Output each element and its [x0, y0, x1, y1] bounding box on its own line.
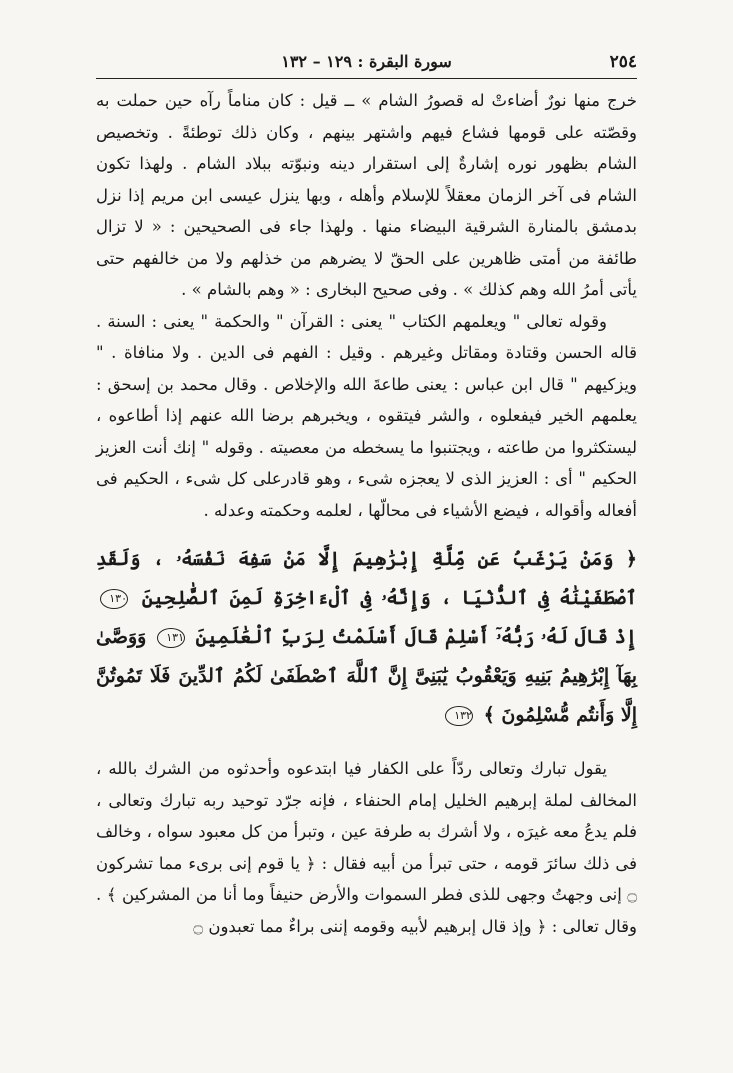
paragraph-tafsir: وقوله تعالى " ويعلمهم الكتاب " يعنى : القرآن " والحكمة " يعنى : السنة . قاله الحسن وقتادة ومقاتل وغيرهم . وقيل : الفهم فى الدين . ولا منافاة . " ويزكيهم " قال ابن عباس : يعنى طاعةَ الله والإخلاص . وقال محمد بن إسحق : يعلمهم الخير فيفعلوه ، والشر فيتقوه ، ويخبرهم برضا الله عنهم إذا أطاعوه ، ليستكثروا من طاعته ، ويجتنبوا ما يسخطه من معصيته . وقوله " إنك أنت العزيز الحكيم " أى : العزيز الذى لا يعجزه شىء ، وهو قادرعلى كل شىء ، الحكيم فى أفعاله وأقواله ، فيضع الأشياء فى محالّها ، لعلمه وحكمته وعدله . — [96, 311, 637, 520]
verse-number-132: ١٣٢ — [445, 706, 473, 726]
verse-close-bracket: ﴾ — [483, 704, 495, 726]
paragraph-sham: خرج منها نورٌ أضاءتْ له قصورُ الشام » ــ قيل : كان مناماً رآه حين حملت به وقصّته على قومها فشاع فيهم واشتهر بينهم ، وكان ذلك توطئةً . وتخصيص الشام بظهور نوره إشارةٌ إلى استقرار دينه ونبوّته ببلاد الشام . ولهذا تكون الشام فى آخر الزمان معقلاً للإسلام وأهله ، وبها ينزل عيسى ابن مريم إذا نزل بدمشق بالمنارة الشرقية البيضاء منها . ولهذا جاء فى الصحيحين : « لا تزال طائفة من أمتى ظاهرين على الحقّ لا يضرهم من خذلهم ولا من خالفهم حتى يأتى أمرُ الله وهم كذلك » . وفى صحيح البخارى : « وهم بالشام » . — [96, 91, 637, 299]
quran-verse-block — [96, 540, 637, 735]
verse-text-131: إِذْ قَالَ لَهُۥ رَبُّهُۥٓ أَسْلِمْ قَالَ أَسْلَمْتُ لِرَبِّ ٱلْعَٰلَمِينَ — [195, 626, 637, 648]
verse-text-130: وَمَنْ يَرْغَبُ عَن مِّلَّةِ إِبْرَٰهِيمَ إِلَّا مَنْ سَفِهَ نَفْسَهُۥ ، وَلَقَدِ ٱصْطَفَيْنَٰهُ فِى ٱلدُّنْيَا ، وَإِنَّهُۥ فِى ٱلْءَاخِرَةِ لَمِنَ ٱلصَّٰلِحِينَ — [96, 548, 637, 609]
paragraph-commentary: يقول تبارك وتعالى ردّاً على الكفار فيا ابتدعوه وأحدثوه من الشرك بالله ، المخالف لملة إبرهيم الخليل إمام الحنفاء ، فإنه جرّد توحيد ربه تبارك وتعالى ، فلم يدعُ معه غيرَه ، ولا أشرك به طرفة عين ، وتبرأ من كل معبود سواه ، وخالف فى ذلك سائرَ قومه ، حتى تبرأ من أبيه فقال : ﴿ يا قوم إنى برىء مما تشركون ۝ إنى وجهتُ وجهى للذى فطر السموات والأرض حنيفاً وما أنا من المشركين ﴾ . وقال تعالى : ﴿ وإذ قال إبرهيم لأبيه وقومه إننى براءٌ مما تعبدون ۝ — [96, 759, 638, 936]
page-number: ٢٥٤ — [609, 52, 637, 72]
running-title: سورة البقرة : ١٢٩ – ١٣٢ — [281, 52, 452, 71]
page-header — [96, 44, 637, 74]
header-rule — [96, 78, 637, 79]
verse-text-132: وَوَصَّىٰ بِهَآ إِبْرَٰهِيمُ بَنِيهِ وَيَعْقُوبُ يَٰبَنِىَّ إِنَّ ٱللَّهَ ٱصْطَفَىٰ لَكُمُ ٱلدِّينَ فَلَا تَمُوتُنَّ إِلَّا وَأَنتُم مُّسْلِمُونَ — [96, 626, 637, 726]
verse-number-131: ١٣١ — [157, 628, 185, 648]
verse-number-130: ١٣٠ — [100, 589, 128, 609]
verse-open-bracket: ﴿ — [625, 548, 638, 570]
